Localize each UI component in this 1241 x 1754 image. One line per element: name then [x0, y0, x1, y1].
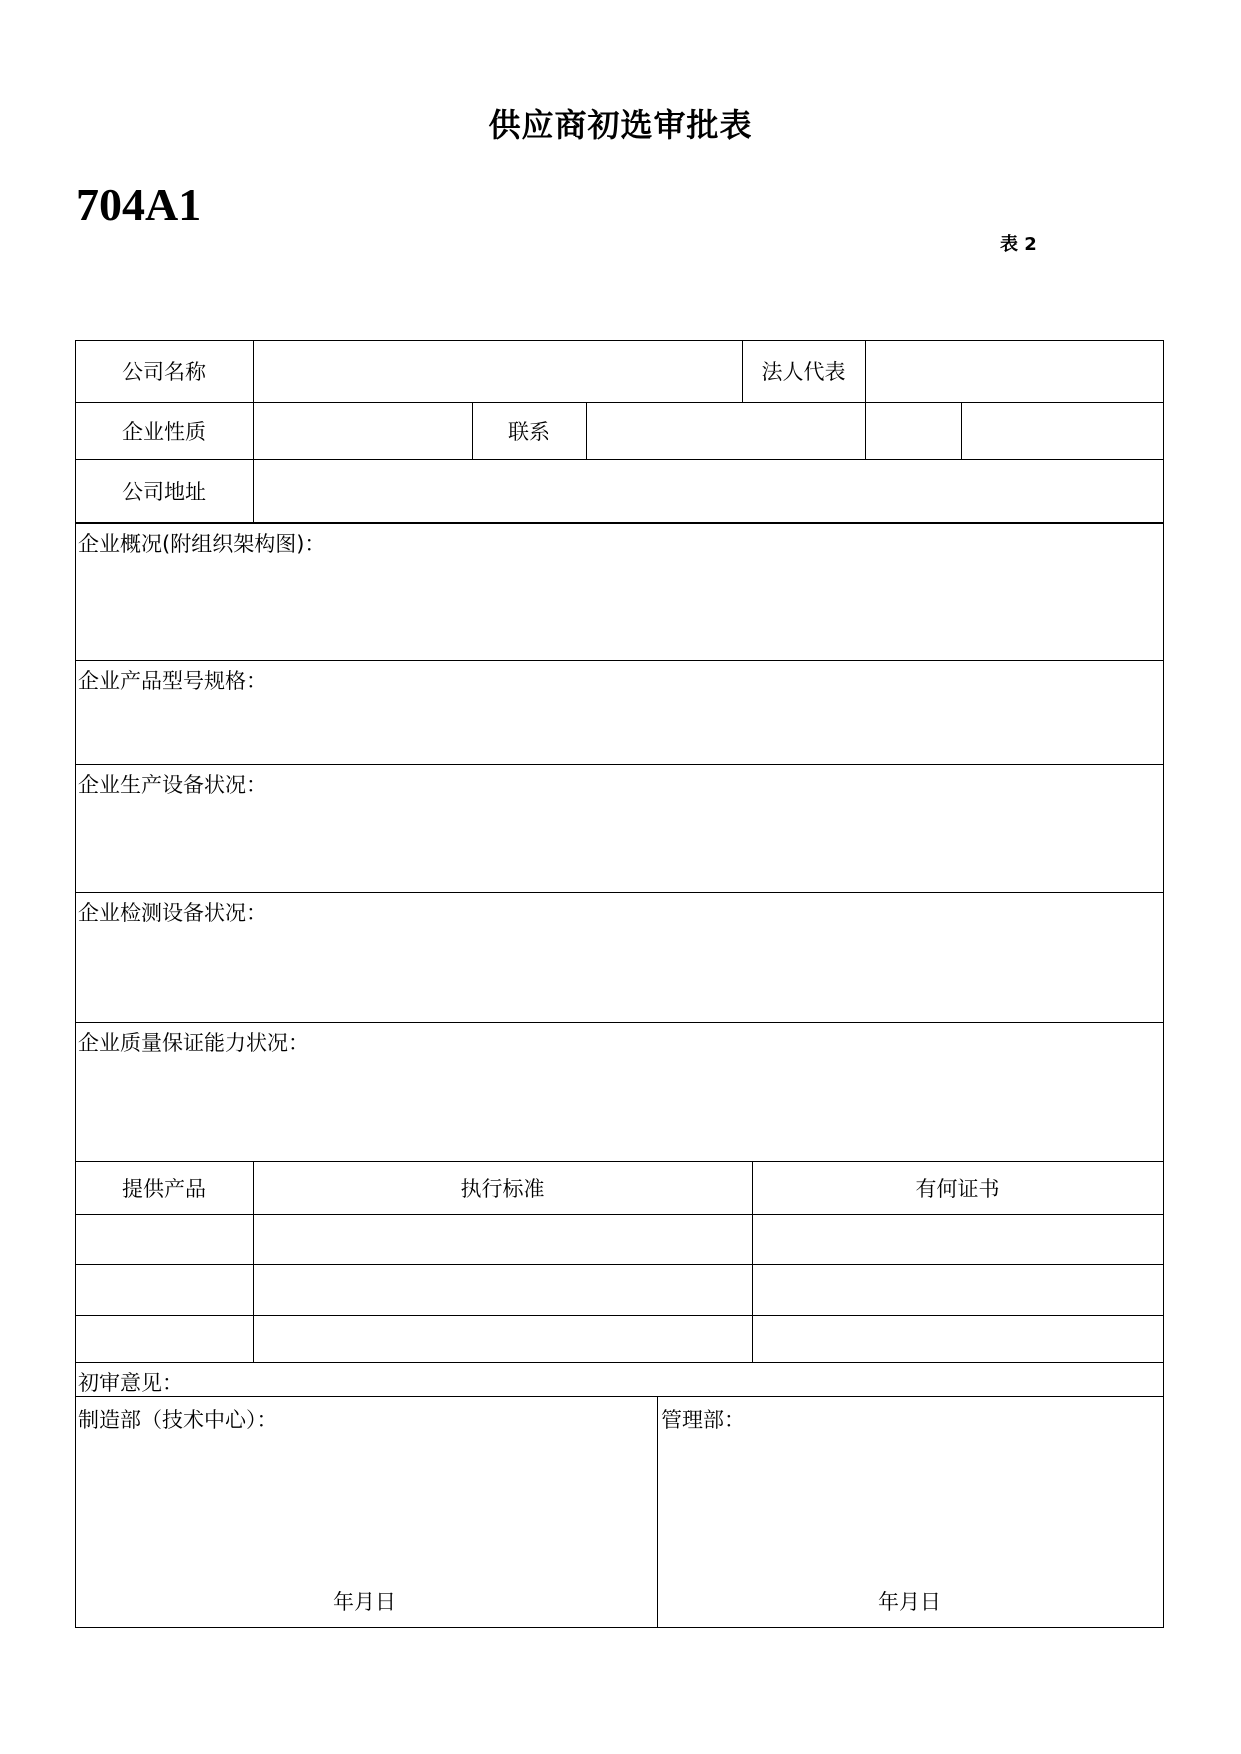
standard-cell[interactable]: [253, 1214, 752, 1264]
header-certificates: 有何证书: [915, 1176, 1000, 1201]
management-dept-label: 管理部：: [661, 1408, 745, 1432]
certificate-cell[interactable]: [752, 1214, 1163, 1264]
extra-value-field[interactable]: [962, 403, 1163, 459]
contact-label: 联系: [508, 419, 550, 444]
contact-field[interactable]: [587, 403, 865, 459]
product-cell[interactable]: [75, 1264, 253, 1315]
production-equipment-label: 企业生产设备状况：: [78, 773, 267, 797]
header-standard: 执行标准: [460, 1176, 545, 1201]
form-border-right: [1163, 340, 1164, 1628]
certificate-cell[interactable]: [752, 1315, 1163, 1362]
quality-assurance-label: 企业质量保证能力状况：: [78, 1031, 309, 1055]
product-cell[interactable]: [75, 1214, 253, 1264]
quality-assurance-field[interactable]: [76, 1023, 1163, 1161]
testing-equipment-field[interactable]: [76, 893, 1163, 1022]
product-specs-label: 企业产品型号规格：: [78, 669, 267, 693]
company-address-field[interactable]: [254, 460, 1163, 522]
row-divider: [75, 1362, 1164, 1363]
company-nature-field[interactable]: [254, 403, 472, 459]
product-cell[interactable]: [75, 1315, 253, 1362]
company-nature-label: 企业性质: [122, 419, 206, 444]
form-border-bottom: [75, 1627, 1164, 1628]
standard-cell[interactable]: [253, 1315, 752, 1362]
form-code: 704A1: [76, 179, 202, 230]
company-name-field[interactable]: [254, 341, 742, 402]
manufacturing-dept-label: 制造部（技术中心）：: [78, 1408, 278, 1432]
management-date: 年月日: [878, 1590, 941, 1614]
header-products: 提供产品: [122, 1176, 206, 1201]
company-name-label: 公司名称: [122, 360, 206, 384]
company-overview-label: 企业概况(附组织架构图)：: [78, 532, 326, 556]
extra-label-field[interactable]: [866, 403, 961, 459]
standard-cell[interactable]: [253, 1264, 752, 1315]
table-number: 表 2: [1000, 234, 1037, 255]
company-address-label: 公司地址: [122, 479, 206, 504]
testing-equipment-label: 企业检测设备状况：: [78, 901, 267, 925]
product-specs-field[interactable]: [76, 661, 1163, 764]
certificate-cell[interactable]: [752, 1264, 1163, 1315]
initial-review-label: 初审意见：: [78, 1371, 183, 1395]
company-overview-field[interactable]: [76, 524, 1163, 660]
legal-rep-label: 法人代表: [761, 360, 846, 384]
form-title: 供应商初选审批表: [488, 106, 753, 144]
manufacturing-date: 年月日: [333, 1590, 396, 1614]
legal-rep-field[interactable]: [866, 341, 1163, 402]
production-equipment-field[interactable]: [76, 765, 1163, 892]
approval-form: [75, 340, 1164, 1628]
